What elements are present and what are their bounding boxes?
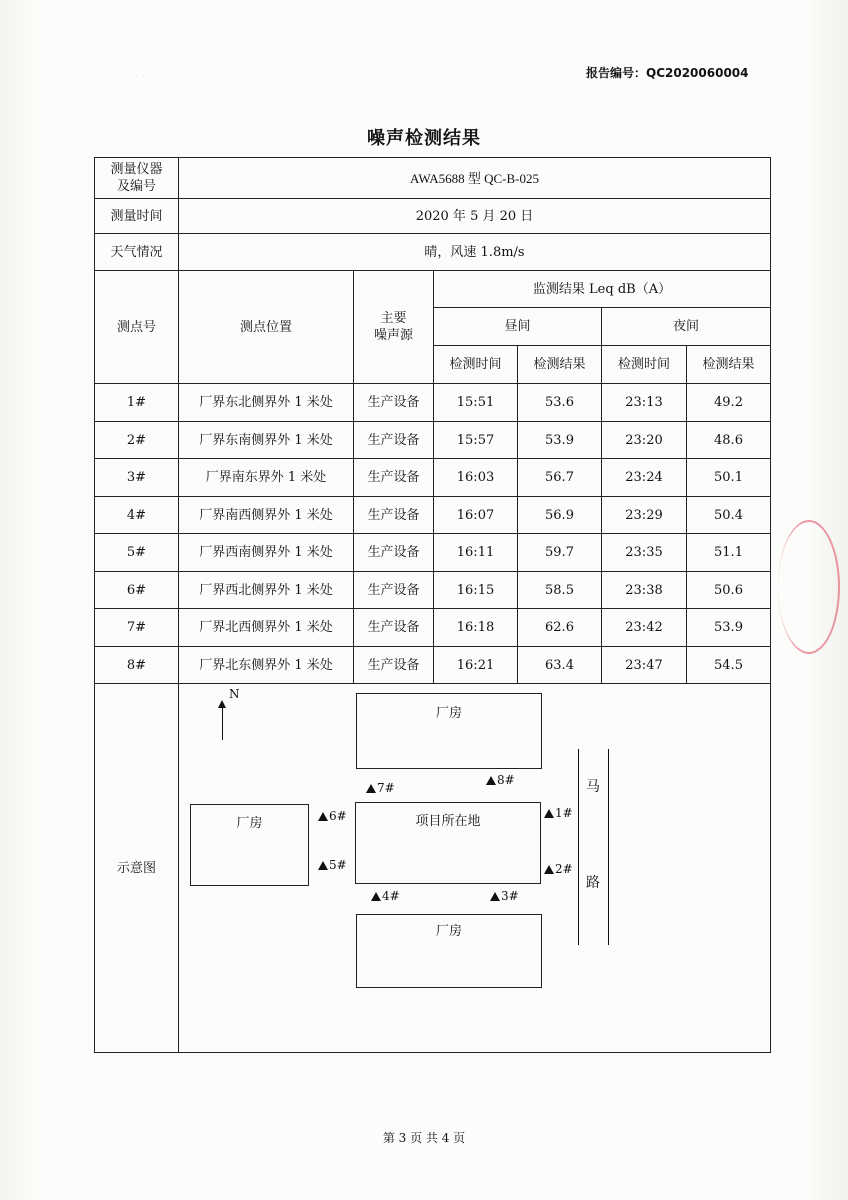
- triangle-marker-icon: [318, 812, 328, 821]
- triangle-marker-icon: [371, 892, 381, 901]
- cell-no: 1#: [126, 395, 147, 410]
- cell-location: 厂界西南侧界外 1 米处: [199, 545, 333, 560]
- col-source: 主要 噪声源: [373, 311, 413, 343]
- cell-night-result: 53.9: [714, 620, 743, 635]
- cell-location: 厂界东北侧界外 1 米处: [199, 395, 333, 410]
- cell-no: 8#: [126, 658, 147, 673]
- cell-night-time: 23:42: [625, 620, 663, 635]
- cell-source: 生产设备: [367, 508, 420, 523]
- page-footer: 第 3 页 共 4 页: [382, 1131, 466, 1145]
- cell-source: 生产设备: [367, 545, 420, 560]
- point-2-marker: [544, 862, 573, 876]
- cell-source: 生产设备: [367, 395, 420, 410]
- cell-no: 4#: [126, 508, 147, 523]
- cell-no: 3#: [126, 470, 147, 485]
- cell-location: 厂界北东侧界外 1 米处: [199, 658, 333, 673]
- point-2-label: 2#: [555, 862, 573, 876]
- cell-night-result: 48.6: [714, 433, 743, 448]
- cell-day-result: 62.6: [545, 620, 574, 635]
- instrument-label: 测量仪器 及编号: [110, 162, 163, 194]
- col-day-time: 检测时间: [449, 357, 502, 372]
- col-location: 测点位置: [239, 319, 292, 335]
- north-label: N: [229, 687, 240, 701]
- result-header: 监测结果 Leq dB（A）: [532, 281, 672, 297]
- point-8-label: 8#: [497, 773, 515, 787]
- weather-label: 天气情况: [110, 244, 163, 260]
- cell-source: 生产设备: [367, 620, 420, 635]
- cell-no: 5#: [126, 545, 147, 560]
- cell-day-time: 16:21: [456, 658, 495, 673]
- cell-day-time: 16:03: [456, 470, 495, 485]
- cell-day-result: 53.6: [545, 395, 574, 410]
- factory-top-label: 厂房: [435, 706, 462, 721]
- point-4-marker: [371, 889, 400, 903]
- triangle-marker-icon: [318, 861, 328, 870]
- cell-location: 厂界北西侧界外 1 米处: [199, 620, 333, 635]
- point-5-marker: [318, 858, 347, 872]
- cell-source: 生产设备: [367, 583, 420, 598]
- cell-day-result: 59.7: [545, 545, 574, 560]
- time-label: 测量时间: [110, 208, 163, 224]
- cell-day-result: 56.7: [545, 470, 574, 485]
- point-7-marker: [366, 781, 395, 795]
- cell-night-time: 23:47: [625, 658, 663, 673]
- project-site-label: 项目所在地: [415, 814, 481, 829]
- instrument-value: AWA5688 型 QC-B-025: [410, 170, 539, 186]
- col-night-time: 检测时间: [617, 357, 670, 372]
- diagram-label: 示意图: [116, 860, 156, 876]
- point-1-label: 1#: [555, 806, 573, 820]
- weather-value: 晴，风速 1.8m/s: [424, 244, 525, 260]
- point-4-label: 4#: [382, 889, 400, 903]
- cell-no: 7#: [126, 620, 147, 635]
- cell-night-result: 54.5: [714, 658, 743, 673]
- time-value: 2020 年 5 月 20 日: [415, 208, 534, 224]
- cell-day-result: 53.9: [545, 433, 574, 448]
- triangle-marker-icon: [366, 784, 376, 793]
- point-8-marker: [486, 773, 515, 787]
- show-through-text: · · · · · · ·: [128, 70, 174, 83]
- cell-night-time: 23:29: [625, 508, 663, 523]
- cell-source: 生产设备: [367, 433, 420, 448]
- report-number: 报告编号：QC2020060004: [586, 66, 749, 80]
- cell-day-result: 63.4: [545, 658, 574, 673]
- page-title: 噪声检测结果: [367, 128, 481, 149]
- cell-day-time: 16:11: [456, 545, 495, 560]
- col-point-no: 测点号: [116, 319, 156, 335]
- cell-night-time: 23:24: [625, 470, 663, 485]
- point-6-label: 6#: [329, 809, 347, 823]
- col-night: 夜间: [672, 319, 699, 334]
- triangle-marker-icon: [490, 892, 500, 901]
- cell-day-time: 16:18: [456, 620, 495, 635]
- point-6-marker: [318, 809, 347, 823]
- point-5-label: 5#: [329, 858, 347, 872]
- cell-day-time: 15:51: [456, 395, 495, 410]
- cell-source: 生产设备: [367, 470, 420, 485]
- cell-day-time: 15:57: [456, 433, 495, 448]
- cell-day-time: 16:07: [456, 508, 495, 523]
- cell-no: 6#: [126, 583, 147, 598]
- point-3-marker: [490, 889, 519, 903]
- cell-day-result: 58.5: [545, 583, 574, 598]
- cell-source: 生产设备: [367, 658, 420, 673]
- point-1-marker: [544, 806, 573, 820]
- cell-location: 厂界南东界外 1 米处: [205, 470, 327, 485]
- factory-left-label: 厂房: [236, 816, 263, 831]
- cell-night-time: 23:20: [625, 433, 663, 448]
- col-night-result: 检测结果: [702, 357, 755, 372]
- col-day-result: 检测结果: [533, 357, 586, 372]
- cell-location: 厂界东南侧界外 1 米处: [199, 433, 333, 448]
- triangle-marker-icon: [544, 865, 554, 874]
- cell-night-result: 50.6: [714, 583, 743, 598]
- cell-night-result: 50.4: [714, 508, 743, 523]
- cell-night-time: 23:13: [625, 395, 663, 410]
- point-3-label: 3#: [501, 889, 519, 903]
- cell-location: 厂界西北侧界外 1 米处: [199, 583, 333, 598]
- road-label-2: 路: [586, 875, 600, 891]
- cell-night-time: 23:38: [625, 583, 663, 598]
- cell-no: 2#: [126, 433, 147, 448]
- col-day: 昼间: [504, 319, 531, 334]
- cell-night-result: 51.1: [714, 545, 743, 560]
- cell-night-time: 23:35: [625, 545, 663, 560]
- cell-day-time: 16:15: [456, 583, 495, 598]
- cell-location: 厂界南西侧界外 1 米处: [199, 508, 333, 523]
- point-7-label: 7#: [377, 781, 395, 795]
- cell-night-result: 49.2: [714, 395, 743, 410]
- cell-night-result: 50.1: [714, 470, 743, 485]
- official-seal: [778, 520, 840, 654]
- triangle-marker-icon: [544, 809, 554, 818]
- triangle-marker-icon: [486, 776, 496, 785]
- factory-bottom-label: 厂房: [435, 924, 462, 939]
- cell-day-result: 56.9: [545, 508, 574, 523]
- road-label-1: 马: [586, 779, 600, 795]
